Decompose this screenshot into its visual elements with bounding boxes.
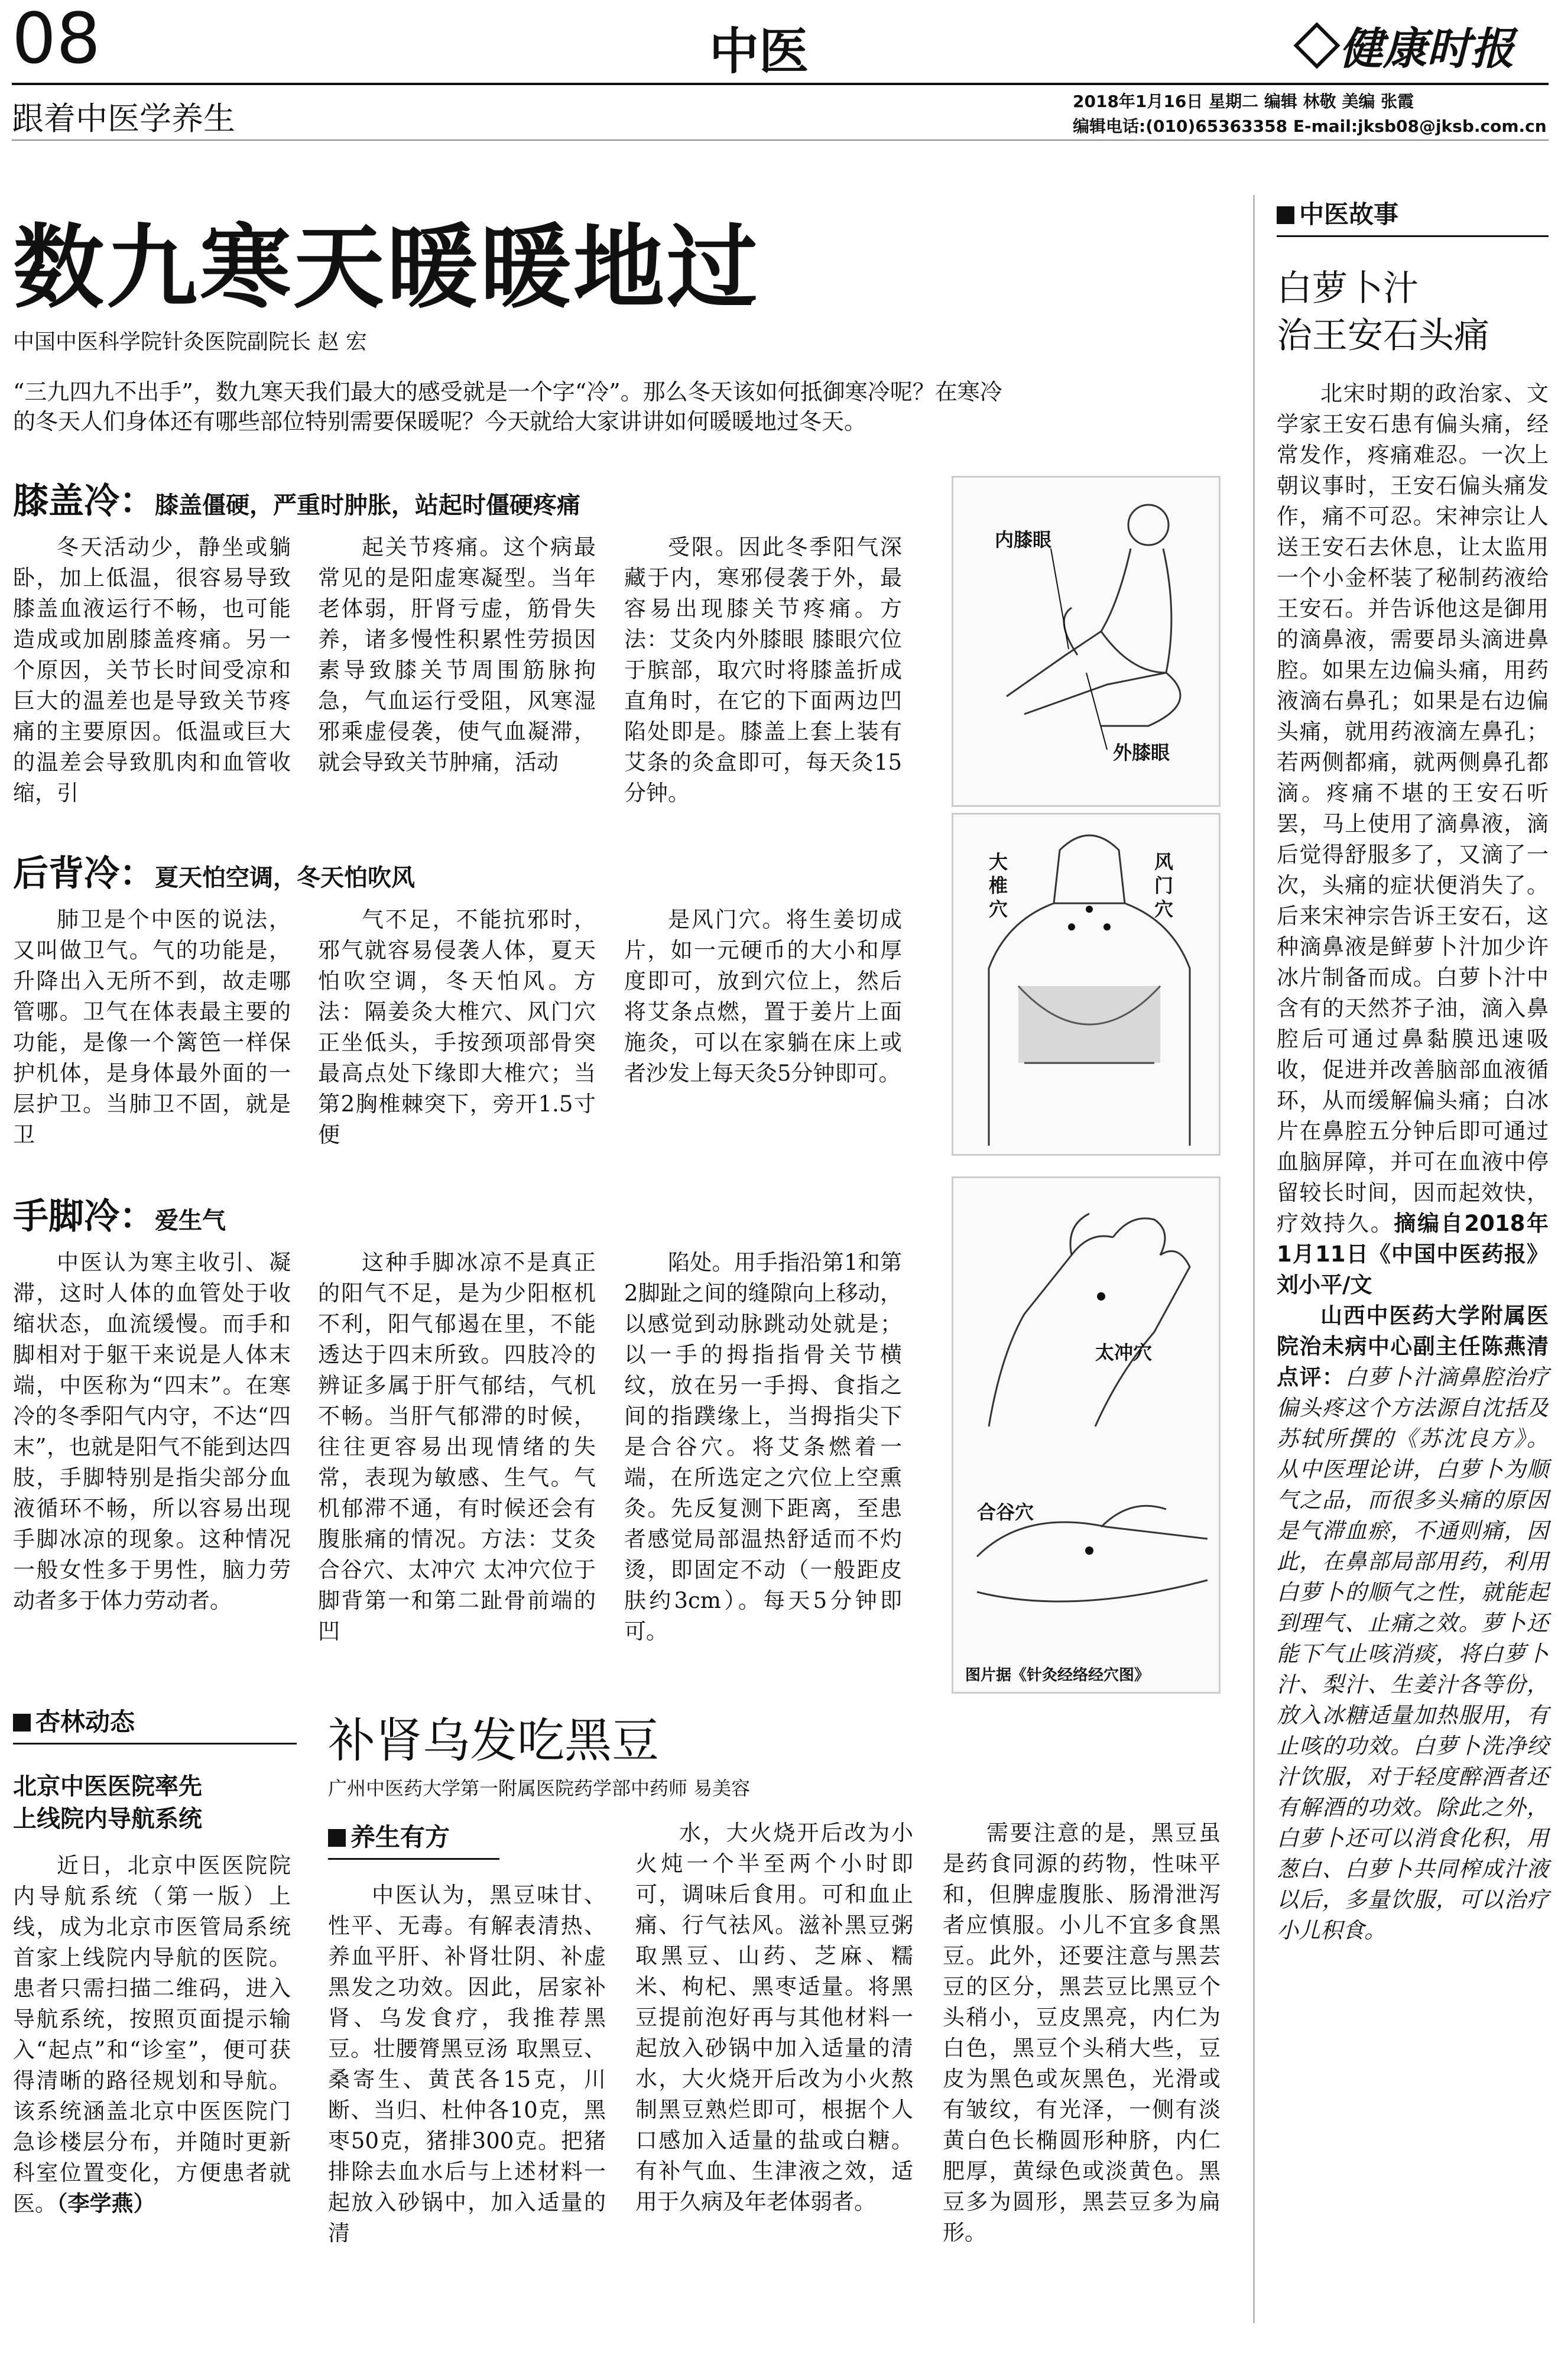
hand-foot-figure: [952, 1176, 1221, 1694]
paper-logo: [1300, 14, 1514, 77]
label-fengmen: 风门穴: [1154, 851, 1174, 920]
section-name: 中医: [709, 22, 809, 80]
news-headline-1: 北京中医医院率先: [13, 1773, 202, 1800]
bean-col-3: 需要注意的是，黑豆虽是药食同源的药物，性味平和，但脾虚腹胀、肠滑泄泻者应慎服。小儿不宜多食黑豆。此外，还要注意与黑芸豆的区分，黑芸豆比黑豆个头稍小，豆皮黑亮，内仁为白色，黑豆个头稍大些，豆皮为黑色或灰黑色，光滑或有皱纹，有光泽，一侧有淡黄白色长椭圆形种脐，内仁肥厚，黄绿色或淡黄色。黑豆多为圆形，黑芸豆多为扁形。: [943, 1820, 1221, 2245]
story-body: 北宋时期的政治家、文学家王安石患有偏头痛，经常发作，疼痛难忍。一次上朝议事时，王安石偏头痛发作，痛不可忍。宋神宗让人送王安石去休息，让太监用一个小金杯装了秘制药液给王安石。并告诉他这是御用的滴鼻液，需要昂头滴进鼻腔。如果左边偏头痛，用药液滴右鼻孔；如果是右边偏头痛，就用药液滴左鼻孔；若两侧都痛，就两侧鼻孔都滴。疼痛不堪的王安石听罢，马上使用了滴鼻液，滴后觉得舒服多了，又滴了一次，头痛的症状便消失了。后来宋神宗告诉王安石，这种滴鼻液是鲜萝卜汁加少许冰片制备而成。白萝卜汁中含有的天然芥子油，滴入鼻腔后可通过鼻黏膜迅速吸收，促进并改善脑部血液循环，从而缓解偏头痛；白冰片在鼻腔五分钟后即可通过血脑屏障，并可在血液中停留较长时间，因而起效快，疗效持久。摘编自2018年1月11日《中国中医药报》刘小平/文 山西中医药大学附属医院治未病中心副主任陈燕清点评：白萝卜汁滴鼻腔治疗偏头疼这个方法源自沈括及苏轼所撰的《苏沈良方》。从中医理论讲，白萝卜为顺气之品，而很多头痛的原因是气滞血瘀，不通则痛，因此，在鼻部局部用药，利用白萝卜的顺气之性，就能起到理气、止痛之效。萝卜还能下气止咳消痰，将白萝卜汁、梨汁、生姜汁各等份，放入冰糖适量加热服用，有止咳的功效。白萝卜洗净绞汁饮服，对于轻度醉酒者还有解酒的功效。除此之外，白萝卜还可以消食化积，用葱白、白萝卜共同榨成汁液以后，多量饮服，可以治疗小儿积食。: [1277, 381, 1549, 1943]
intro: “三九四九不出手”，数九寒天我们最大的感受就是一个字“冷”。那么冬天该如何抵御寒冷呢？在寒冷的冬天人们身体还有哪些部位特别需要保暖呢？今天就给大家讲讲如何暖暖地过冬天。: [13, 379, 1002, 435]
headline: 数九寒天暖暖地过: [13, 214, 761, 321]
knee-figure: [952, 476, 1221, 807]
knee-col-2: 起关节疼痛。这个病最常见的是阳虚寒凝型。当年老体弱，肝肾亏虚，筋骨失养，诸多慢性积累性劳损因素导致膝关节周围筋脉拘急，气血运行受阻，风寒湿邪乘虚侵袭，使气血凝滞，就会导致关节肿痛，活动: [318, 534, 596, 775]
back-col-2: 气不足，不能抗邪时，邪气就容易侵袭人体，夏天怕吹空调，冬天怕风。方法：隔姜灸大椎穴、风门穴 正坐低头，手按颈项部骨突最高点处下缘即大椎穴；当第2胸椎棘突下，旁开1.5寸便: [318, 907, 596, 1147]
header-rule: [12, 83, 1549, 85]
label-dazhui: 大椎穴: [989, 851, 1008, 920]
hands-col-3: 陷处。用手指沿第1和第2脚趾之间的缝隙向上移动，以感觉到动脉跳动处就是；以一手的拇指指骨关节横纹，放在另一手拇、食指之间的指蹼缘上，当拇指尖下是合谷穴。将艾条燃着一端，在所选定之穴位上空熏灸。先反复测下距离，至患者感觉局部温热舒适而不灼烫，即固定不动（一般距皮肤约3cm）。每天5分钟即可。: [624, 1250, 902, 1644]
bean-byline: 广州中医药大学第一附属医院药学部中药师 易美容: [328, 1777, 751, 1799]
back-figure: [952, 813, 1221, 1156]
story-headline-2: 治王安石头痛: [1277, 315, 1489, 356]
bean-col-2: 水，大火烧开后改为小火炖一个半至两个小时即可，调味后食用。可和血止痛、行气祛风。滋补黑豆粥 取黑豆、山药、芝麻、糯米、枸杞、黑枣适量。将黑豆提前泡好再与其他材料一起放入砂锅中加入适量的清水，大火烧开后改为小火熬制黑豆熟烂即可，根据个人口感加入适量的盐或白糖。有补气血、生津液之效，适用于久病及年老体弱者。: [635, 1820, 913, 2214]
label-outer-knee: 外膝眼: [1113, 741, 1170, 764]
label-inner-knee: 内膝眼: [995, 528, 1052, 551]
date-line: 2018年1月16日 星期二 编辑 林敬 美编 张霞: [1073, 92, 1414, 111]
hands-col-2: 这种手脚冰凉不是真正的阳气不足，是为少阳枢机不利，阳气郁遏在里，不能透达于四末所致。四肢冷的辨证多属于肝气郁结，气机不畅。当肝气郁滞的时候，往往更容易出现情绪的失常，表现为敏感、生气。气机郁滞不通，有时候还会有腹胀痛的情况。方法：艾灸合谷穴、太冲穴 太冲穴位于脚背第一和第二趾骨前端的凹: [318, 1250, 596, 1644]
hand-illustration-icon: [953, 1438, 1222, 1663]
news-body: 近日，北京中医医院院内导航系统（第一版）上线，成为北京市医管局系统首家上线院内导航的医院。患者只需扫描二维码，进入导航系统，按照页面提示输入“起点”和“诊室”，便可获得清晰的路径规划和导航。该系统涵盖北京中医医院门急诊楼层分布，并随时更新科室位置变化，方便患者就医。（李学燕）: [13, 1853, 291, 2216]
knee-col-1: 冬天活动少，静坐或躺卧，加上低温，很容易导致膝盖血液运行不畅，也可能造成或加剧膝盖疼痛。另一个原因，关节长时间受凉和巨大的温差也是导致关节疼痛的主要原因。低温或巨大的温差会导致肌肉和血管收缩，引: [13, 534, 291, 806]
back-col-3: 是风门穴。将生姜切成片，如一元硬币的大小和厚度即可，放到穴位上，然后将艾条点燃，置于姜片上面施灸，可以在家躺在床上或者沙发上每天灸5分钟即可。: [624, 907, 902, 1086]
bean-col-1: 中医认为，黑豆味甘、性平、无毒。有解表清热、养血平肝、补肾壮阴、补虚黑发之功效。因此，居家补肾、乌发食疗，我推荐黑豆。壮腰膂黑豆汤 取黑豆、桑寄生、黄芪各15克，川断、当归、杜仲各10克，黑枣50克，猪排300克。把猪排除去血水后与上述材料一起放入砂锅中，加入适量的清: [328, 1882, 606, 2246]
knee-illustration-icon: [953, 478, 1222, 809]
knee-col-3: 受限。因此冬季阳气深藏于内，寒邪侵袭于外，最容易出现膝关节疼痛。方法：艾灸内外膝眼 膝眼穴位于膑部，取穴时将膝盖折成直角时，在它的下面两边凹陷处即是。膝盖上套上装有艾条的灸盒即可，每天灸15分钟。: [624, 534, 902, 806]
byline: 中国中医科学院针灸医院副院长 赵 宏: [13, 330, 367, 354]
column-name: 跟着中医学养生: [12, 100, 235, 137]
header-bottom-rule: [12, 140, 1549, 141]
section-title-back: 后背冷：夏天怕空调，冬天怕吹风: [13, 853, 415, 894]
figure-caption: 图片据《针灸经络经穴图》: [965, 1666, 1150, 1684]
story-headline-1: 白萝卜汁: [1277, 268, 1419, 309]
bean-kicker: 养生有方: [328, 1818, 499, 1860]
hands-col-1: 中医认为寒主收引、凝滞，这时人体的血管处于收缩状态，血流缓慢。而手和脚相对于躯干来说是人体末端，中医称为“四末”。在寒冷的冬季阳气内守，不达“四末”，也就是阳气不能到达四肢，手脚特别是指尖部分血液循环不畅，所以容易出现手脚冰凉的现象。这种情况一般女性多于男性，脑力劳动者多于体力劳动者。: [13, 1250, 291, 1613]
page-number: 08: [12, 0, 101, 79]
foot-illustration-icon: [953, 1178, 1222, 1432]
kicker-square-icon: [13, 1714, 31, 1732]
label-taichong: 太冲穴: [1095, 1341, 1153, 1364]
kicker-square-icon: [1277, 206, 1294, 224]
section-title-hands: 手脚冷：爱生气: [13, 1196, 226, 1237]
label-hegu: 合谷穴: [977, 1501, 1034, 1523]
news-kicker: 杏林动态: [13, 1703, 297, 1745]
bean-headline: 补肾乌发吃黑豆: [328, 1713, 659, 1768]
paper-name: 健康时报: [1339, 24, 1514, 74]
contact-line: 编辑电话:(010)65363358 E-mail:jksb08@jksb.com.cn: [1073, 116, 1547, 136]
back-col-1: 肺卫是个中医的说法，又叫做卫气。气的功能是，升降出入无所不到，故走哪管哪。卫气在体表最主要的功能，是像一个篱笆一样保护机体，是身体最外面的一层护卫。当肺卫不固，就是卫: [13, 907, 291, 1147]
news-headline-2: 上线院内导航系统: [13, 1805, 202, 1833]
kicker-square-icon: [328, 1829, 346, 1847]
sidebar-rule: [1253, 195, 1255, 2323]
logo-emblem-icon: [1293, 22, 1340, 69]
section-title-knee: 膝盖冷：膝盖僵硬，严重时肿胀，站起时僵硬疼痛: [13, 481, 580, 522]
story-kicker: 中医故事: [1277, 195, 1549, 237]
